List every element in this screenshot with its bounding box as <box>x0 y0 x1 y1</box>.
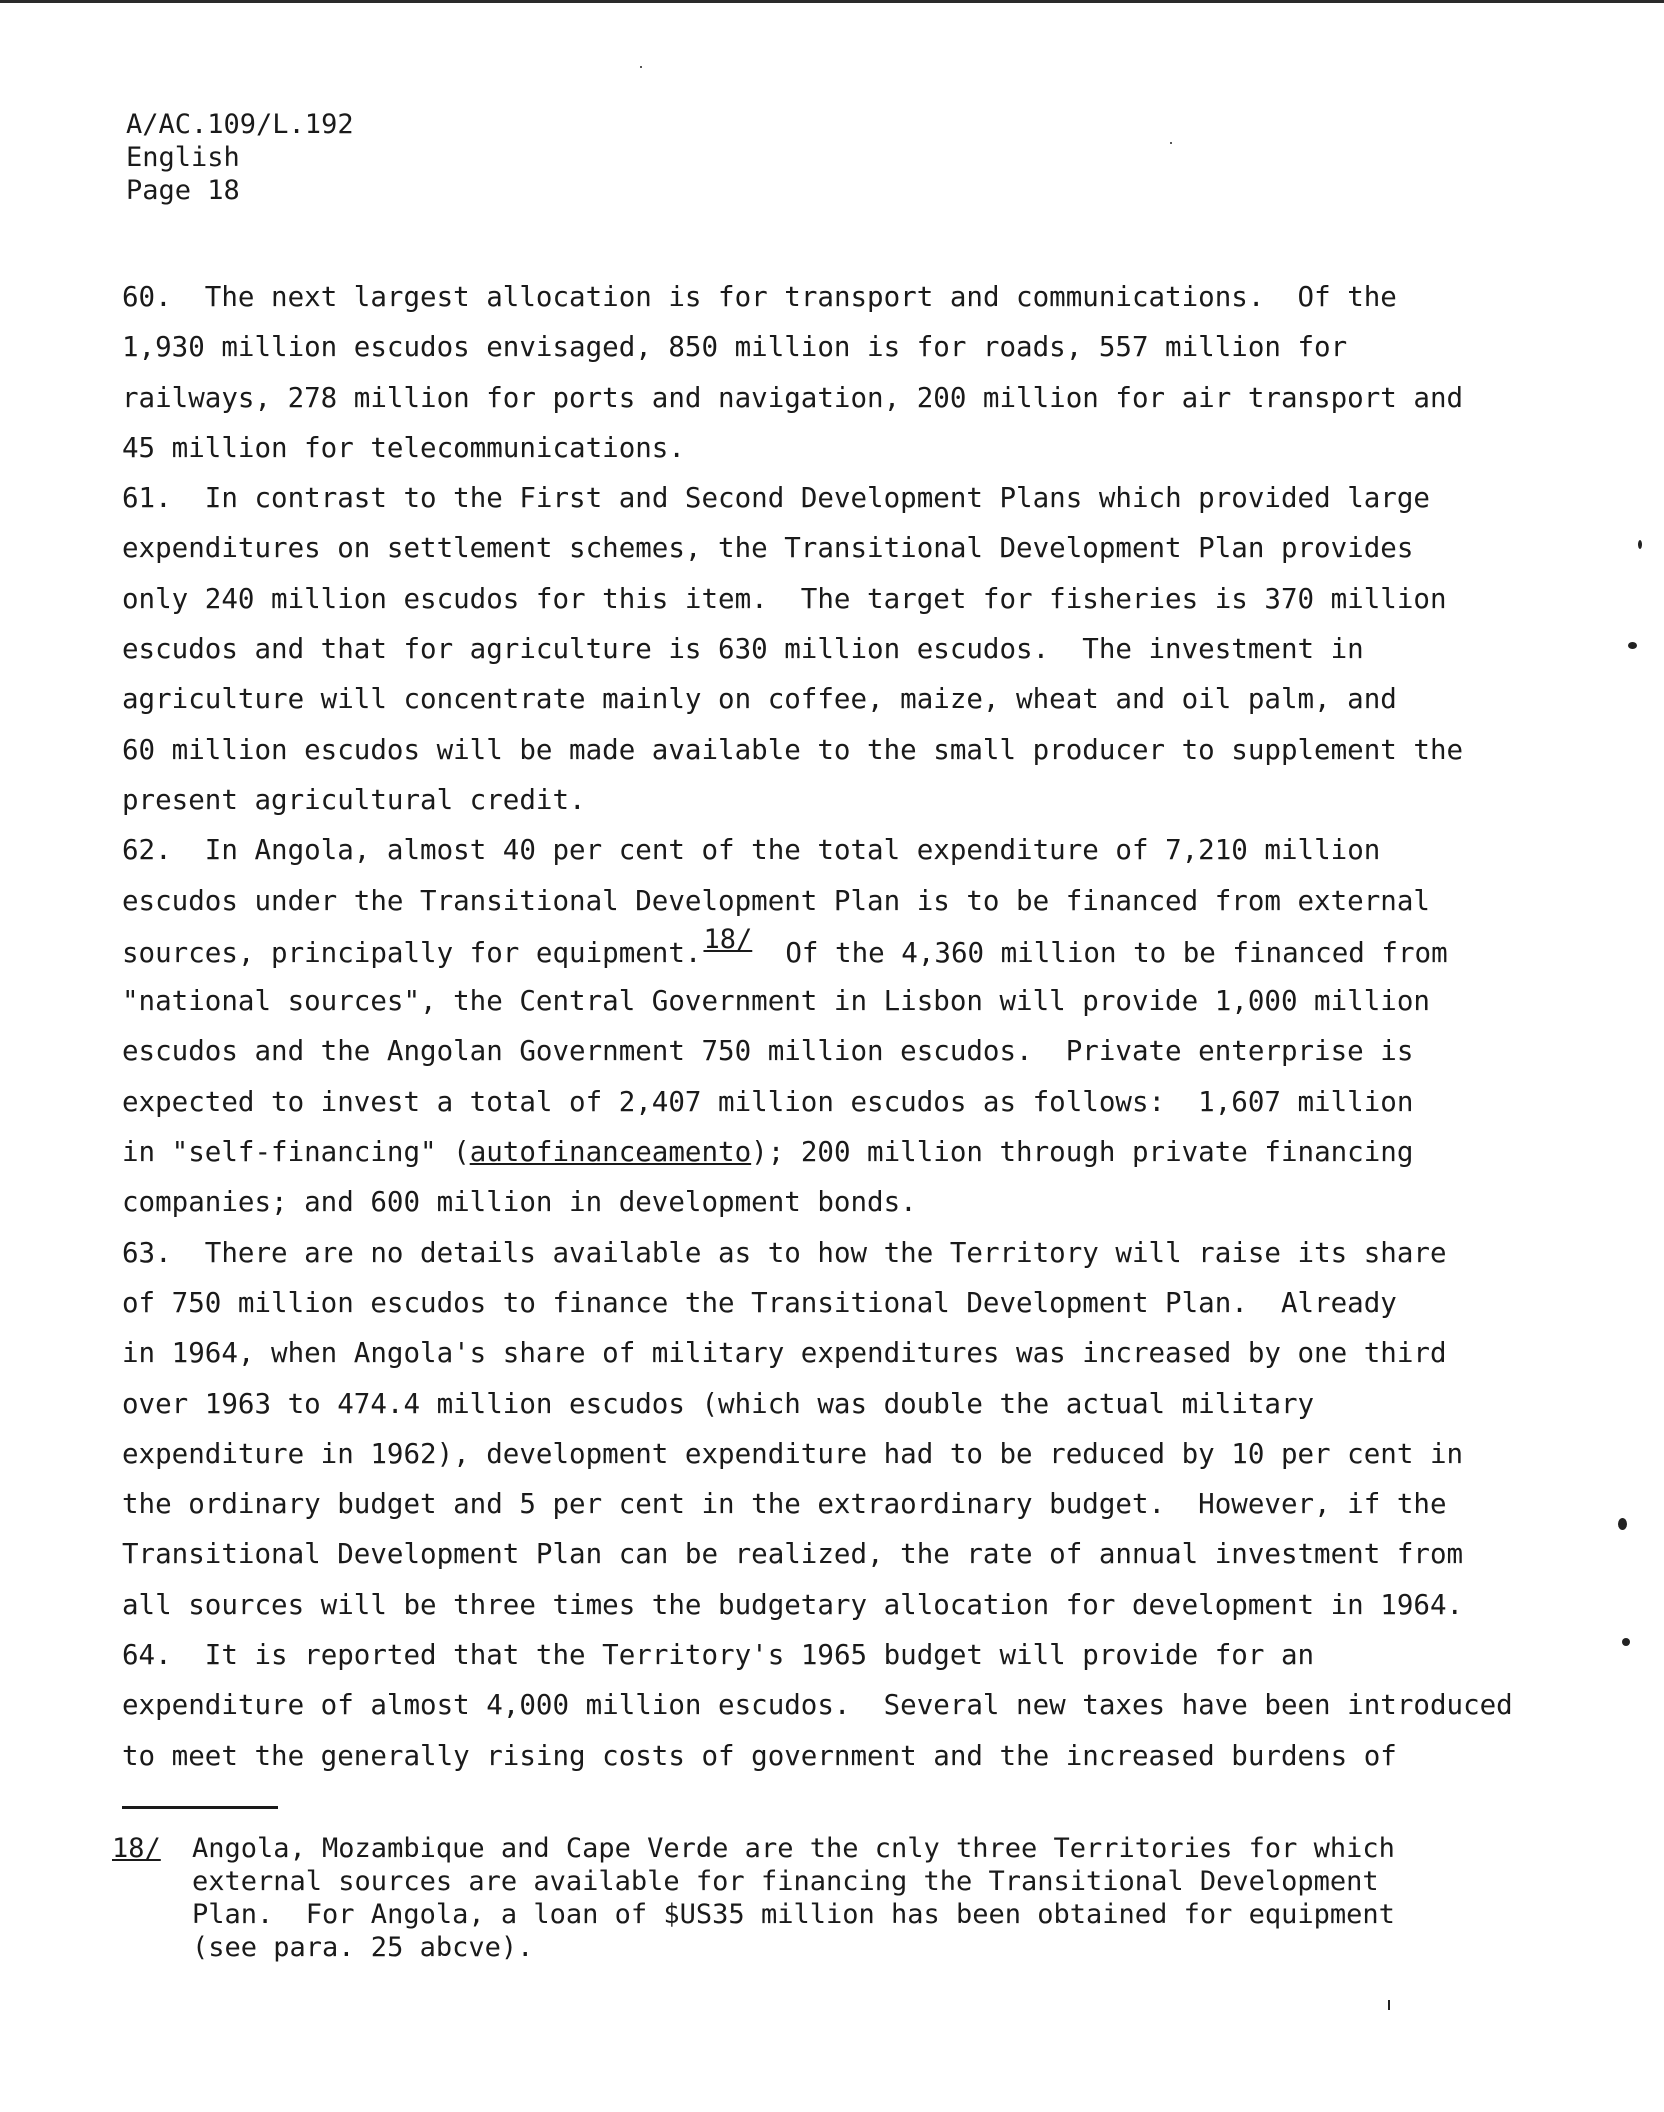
paragraph-63-line: in 1964, when Angola's share of military expenditures was increased by one third <box>122 1337 1447 1370</box>
document-language: English <box>126 142 240 173</box>
top-border-rule <box>0 0 1664 3</box>
footnote-line: Angola, Mozambique and Cape Verde are the cnly three Territories for which <box>192 1833 1395 1864</box>
paragraph-61-line: agriculture will concentrate mainly on coffee, maize, wheat and oil palm, and <box>122 683 1397 716</box>
scan-speck <box>640 66 642 68</box>
paragraph-61-line: only 240 million escudos for this item. The target for fisheries is 370 million <box>122 582 1447 615</box>
footnote-separator <box>122 1806 278 1809</box>
paragraph-62-line: expected to invest a total of 2,407 million escudos as follows: 1,607 million <box>122 1085 1414 1118</box>
paragraph-63-line: 63. There are no details available as to how the Territory will raise its share <box>122 1236 1447 1269</box>
paragraph-61-line: present agricultural credit. <box>122 783 586 816</box>
paragraph-60-line: 1,930 million escudos envisaged, 850 million is for roads, 557 million for <box>122 331 1348 364</box>
underlined-term: autofinanceamento <box>469 1136 752 1169</box>
paragraph-number: 62. <box>122 834 172 867</box>
footnote-text <box>192 1832 1395 1964</box>
paragraph-63-line: of 750 million escudos to finance the Transitional Development Plan. Already <box>122 1286 1397 1319</box>
paragraph-61-line: 60 million escudos will be made available to the small producer to supplement the <box>122 733 1464 766</box>
page-number: Page 18 <box>126 175 240 206</box>
paragraph-63-line: Transitional Development Plan can be realized, the rate of annual investment from <box>122 1538 1464 1571</box>
scan-speck <box>1388 2000 1390 2010</box>
paragraph-63-line: the ordinary budget and 5 per cent in the extraordinary budget. However, if the <box>122 1488 1447 1521</box>
scan-speck <box>1170 142 1172 144</box>
paragraph-63-line: over 1963 to 474.4 million escudos (which was double the actual military <box>122 1387 1315 1420</box>
document-header <box>126 108 354 207</box>
paragraph-61-line: escudos and that for agriculture is 630 million escudos. The investment in <box>122 633 1364 666</box>
document-symbol: A/AC.109/L.192 <box>126 109 354 140</box>
paragraph-64-line: expenditure of almost 4,000 million escudos. Several new taxes have been introduced <box>122 1689 1513 1722</box>
footnote-line: Plan. For Angola, a loan of $US35 million has been obtained for equipment <box>192 1899 1395 1930</box>
footnote-line: external sources are available for financing the Transitional Development <box>192 1866 1379 1897</box>
scan-speck <box>1638 540 1642 549</box>
paragraph-62-line: sources, principally for equipment.18/ Of the 4,360 million to be financed from <box>122 923 1448 969</box>
paragraph-62-line: "national sources", the Central Government in Lisbon will provide 1,000 million <box>122 985 1430 1018</box>
paragraph-63-line: expenditure in 1962), development expenditure had to be reduced by 10 per cent in <box>122 1437 1464 1470</box>
paragraph-62-line: 62. In Angola, almost 40 per cent of the total expenditure of 7,210 million <box>122 834 1381 867</box>
scan-speck <box>1628 642 1637 649</box>
footnote-reference[interactable]: 18/ <box>703 923 753 955</box>
scan-speck <box>1622 1638 1630 1646</box>
paragraph-63-line: all sources will be three times the budgetary allocation for development in 1964. <box>122 1588 1464 1621</box>
paragraph-60-line: railways, 278 million for ports and navigation, 200 million for air transport and <box>122 381 1464 414</box>
paragraph-61-line: 61. In contrast to the First and Second Development Plans which provided large <box>122 482 1430 515</box>
paragraph-number: 60. <box>122 281 172 313</box>
paragraph-64-line: to meet the generally rising costs of government and the increased burdens of <box>122 1739 1397 1772</box>
paragraph-number: 61. <box>122 482 172 515</box>
scan-speck <box>1618 1518 1627 1530</box>
paragraph-64-line: 64. It is reported that the Territory's 1965 budget will provide for an <box>122 1639 1315 1672</box>
footnote-line: (see para. 25 abcve). <box>192 1932 534 1963</box>
paragraph-number: 63. <box>122 1236 172 1269</box>
footnote-marker: 18/ <box>112 1833 161 1864</box>
paragraph-number: 64. <box>122 1639 172 1672</box>
paragraph-62-line: in "self-financing" (autofinanceamento); 200 million through private financing <box>122 1136 1414 1169</box>
paragraph-60-line: 60. The next largest allocation is for transport and communications. Of the <box>122 281 1397 313</box>
paragraph-62-line: companies; and 600 million in development bonds. <box>122 1186 917 1219</box>
document-body <box>122 272 1542 1781</box>
paragraph-62-line: escudos under the Transitional Development Plan is to be financed from external <box>122 884 1430 917</box>
paragraph-60-line: 45 million for telecommunications. <box>122 431 685 464</box>
paragraph-62-line: escudos and the Angolan Government 750 million escudos. Private enterprise is <box>122 1035 1414 1068</box>
paragraph-61-line: expenditures on settlement schemes, the Transitional Development Plan provides <box>122 532 1414 565</box>
